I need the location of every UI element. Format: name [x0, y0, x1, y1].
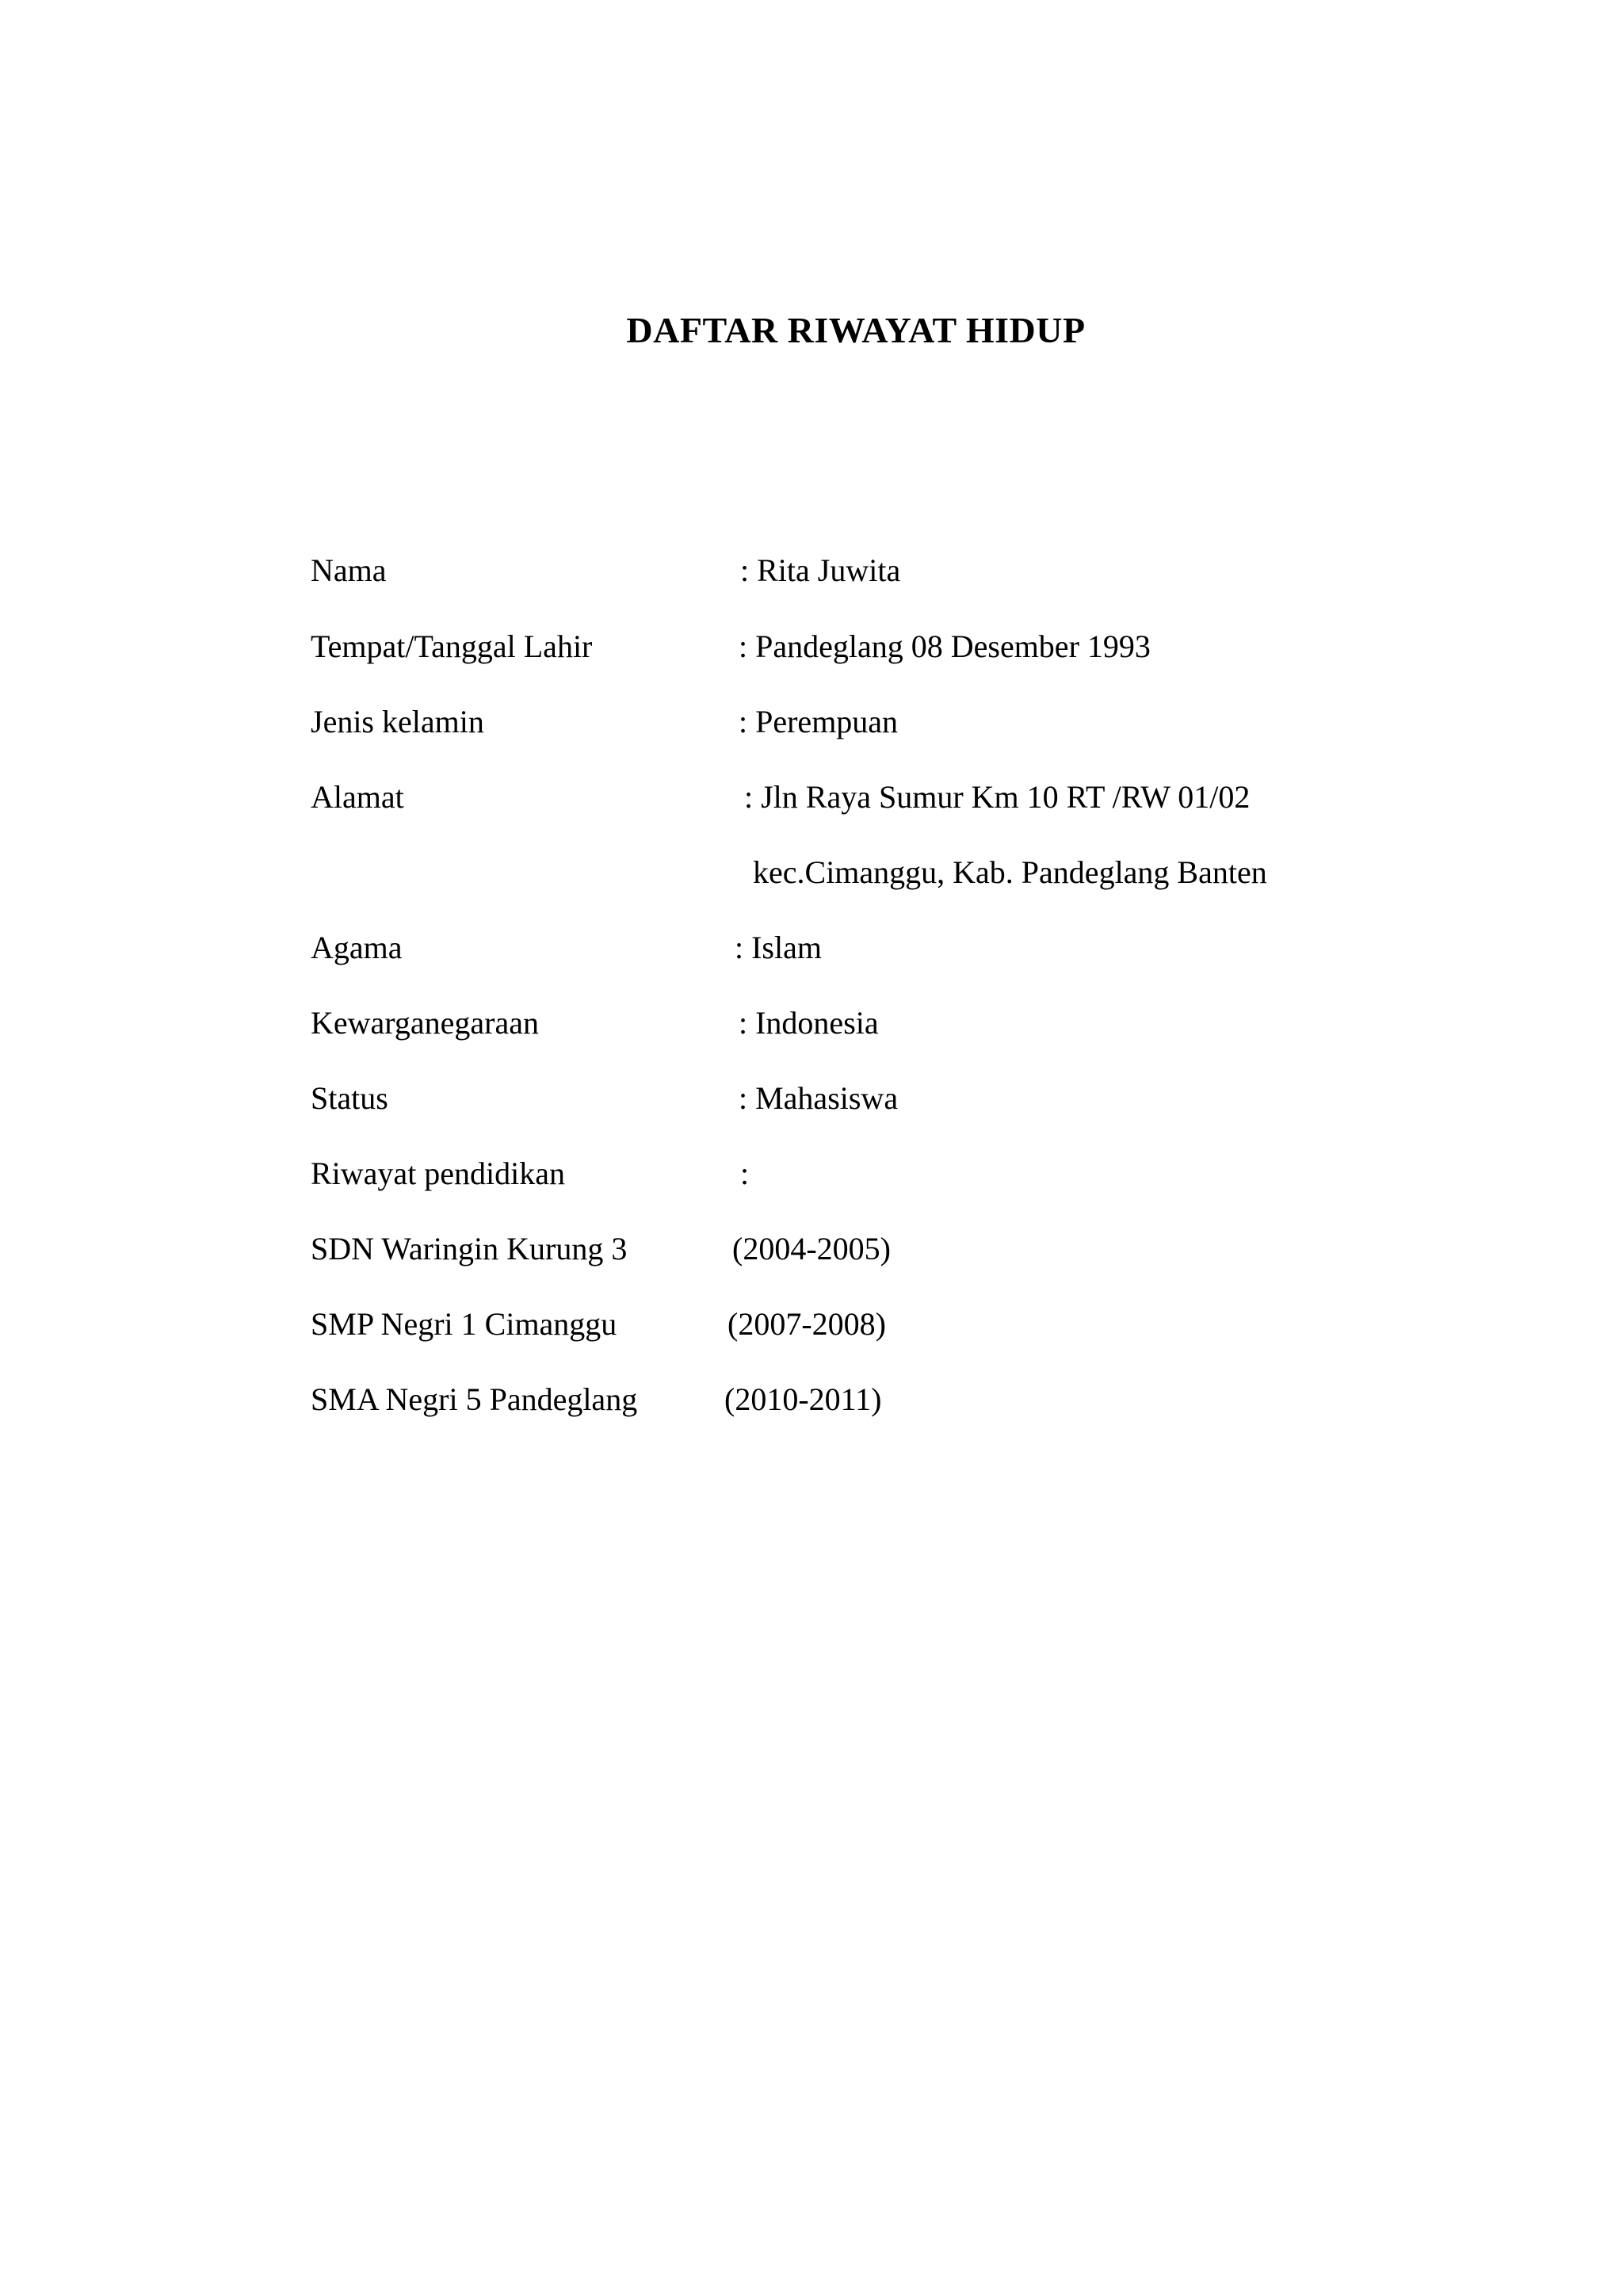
field-label: Alamat: [311, 779, 404, 815]
field-label: Tempat/Tanggal Lahir: [311, 628, 593, 664]
field-label: Status: [311, 1080, 388, 1116]
field-label: Riwayat pendidikan: [311, 1156, 566, 1191]
field-value: : Perempuan: [739, 704, 899, 739]
document-title: DAFTAR RIWAYAT HIDUP: [626, 310, 1086, 350]
education-years: (2010-2011): [724, 1381, 882, 1417]
field-value: : Rita Juwita: [740, 552, 901, 588]
education-school: SMA Negri 5 Pandeglang: [311, 1381, 638, 1417]
education-school: SMP Negri 1 Cimanggu: [311, 1306, 617, 1342]
field-value: : Jln Raya Sumur Km 10 RT /RW 01/02: [744, 779, 1251, 815]
field-label: Kewarganegaraan: [311, 1005, 539, 1041]
field-value: :: [740, 1156, 750, 1191]
field-label: Agama: [311, 930, 403, 965]
field-label: Jenis kelamin: [311, 704, 484, 739]
field-value: : Indonesia: [739, 1005, 879, 1041]
field-value: kec.Cimanggu, Kab. Pandeglang Banten: [753, 854, 1267, 890]
education-years: (2004-2005): [732, 1231, 891, 1266]
field-value: : Pandeglang 08 Desember 1993: [739, 628, 1151, 664]
education-years: (2007-2008): [727, 1306, 886, 1342]
education-school: SDN Waringin Kurung 3: [311, 1231, 628, 1266]
field-value: : Islam: [735, 930, 822, 965]
field-label: Nama: [311, 552, 387, 588]
field-value: : Mahasiswa: [739, 1080, 899, 1116]
